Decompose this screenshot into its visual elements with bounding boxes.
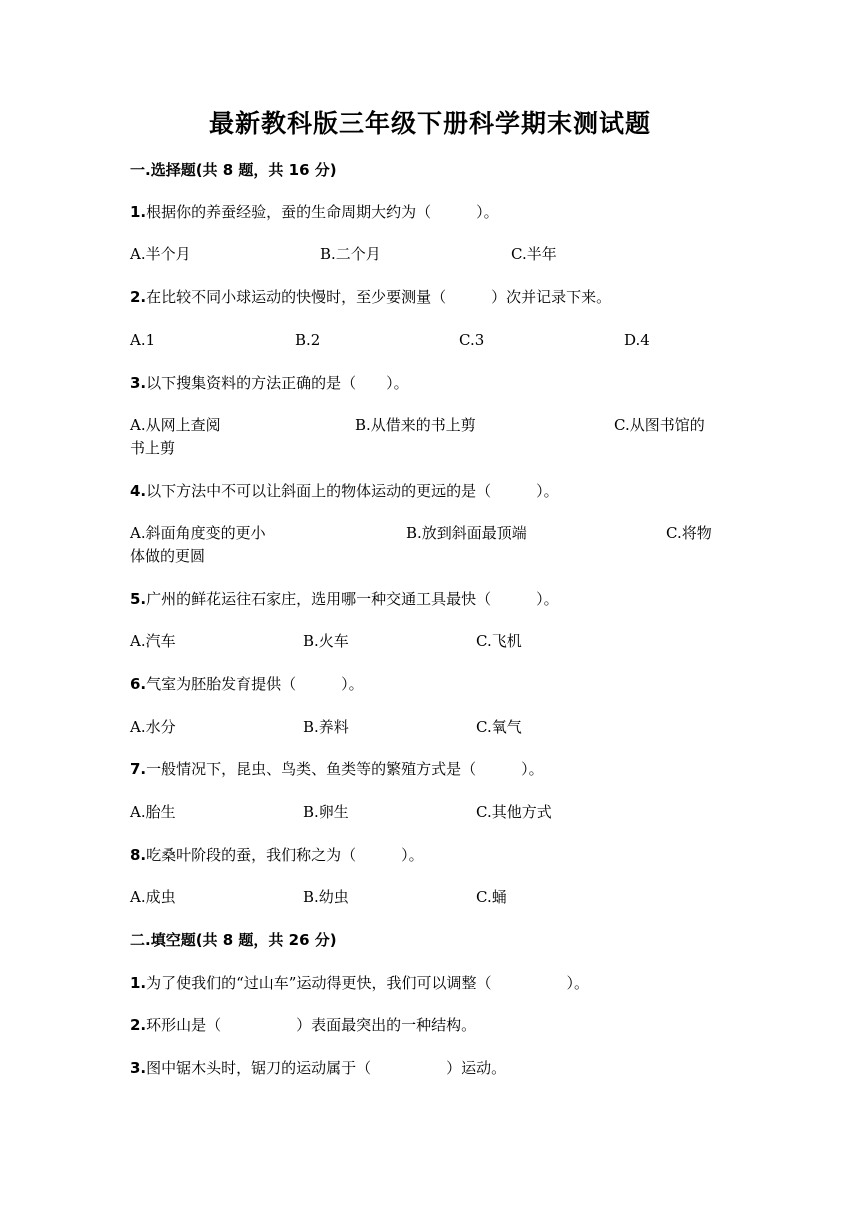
fill-question-1 bbox=[130, 972, 730, 994]
section-heading-choice: 一.选择题(共 8 题，共 16 分) bbox=[130, 161, 337, 179]
question-4 bbox=[130, 480, 730, 502]
question-number: 3. bbox=[130, 374, 147, 392]
question-number: 1. bbox=[130, 974, 147, 992]
question-text: 以下搜集资料的方法正确的是（ ）。 bbox=[146, 374, 409, 392]
question-number: 1. bbox=[130, 203, 147, 221]
section-heading-fill-blank: 二.填空题(共 8 题，共 26 分) bbox=[130, 931, 337, 949]
question-text: 图中锯木头时，锯刀的运动属于（ ）运动。 bbox=[146, 1059, 507, 1077]
question-number: 6. bbox=[130, 675, 147, 693]
option-a: A.水分 bbox=[130, 718, 176, 736]
option-c: C.从图书馆的 bbox=[614, 416, 705, 434]
question-7 bbox=[130, 758, 730, 780]
question-8 bbox=[130, 844, 730, 866]
fill-question-3 bbox=[130, 1057, 730, 1079]
option-b: B.从借来的书上剪 bbox=[355, 416, 476, 434]
option-a: A.斜面角度变的更小 bbox=[130, 524, 266, 542]
option-b: B.二个月 bbox=[320, 245, 381, 263]
option-c: C.其他方式 bbox=[476, 803, 552, 821]
question-text: 在比较不同小球运动的快慢时，至少要测量（ ）次并记录下来。 bbox=[146, 288, 612, 306]
question-text: 气室为胚胎发育提供（ ）。 bbox=[146, 675, 364, 693]
question-3 bbox=[130, 372, 730, 394]
option-a: A.1 bbox=[130, 331, 156, 349]
question-number: 2. bbox=[130, 1016, 147, 1034]
question-2 bbox=[130, 286, 730, 308]
option-b: B.卵生 bbox=[303, 803, 349, 821]
option-b: B.幼虫 bbox=[303, 888, 349, 906]
question-text: 环形山是（ ）表面最突出的一种结构。 bbox=[146, 1016, 477, 1034]
question-1 bbox=[130, 201, 730, 223]
fill-question-2 bbox=[130, 1014, 730, 1036]
question-text: 以下方法中不可以让斜面上的物体运动的更远的是（ ）。 bbox=[146, 482, 559, 500]
option-b: B.火车 bbox=[303, 632, 349, 650]
option-b: B.2 bbox=[295, 331, 321, 349]
option-a: A.胎生 bbox=[130, 803, 176, 821]
question-text: 为了使我们的“过山车”运动得更快，我们可以调整（ ）。 bbox=[146, 974, 589, 992]
question-number: 4. bbox=[130, 482, 147, 500]
option-c: C.半年 bbox=[511, 245, 557, 263]
option-a: A.汽车 bbox=[130, 632, 176, 650]
page-title: 最新教科版三年级下册科学期末测试题 bbox=[208, 109, 651, 138]
question-6 bbox=[130, 673, 730, 695]
question-number: 7. bbox=[130, 760, 147, 778]
question-3-option-wrap: 书上剪 bbox=[130, 439, 176, 457]
question-text: 一般情况下，昆虫、鸟类、鱼类等的繁殖方式是（ ）。 bbox=[146, 760, 544, 778]
question-text: 吃桑叶阶段的蚕，我们称之为（ ）。 bbox=[146, 846, 424, 864]
question-text: 广州的鲜花运往石家庄，选用哪一种交通工具最快（ ）。 bbox=[146, 590, 559, 608]
option-c: C.氧气 bbox=[476, 718, 522, 736]
question-5 bbox=[130, 588, 730, 610]
option-a: A.半个月 bbox=[130, 245, 191, 263]
question-4-option-wrap: 体做的更圆 bbox=[130, 547, 206, 565]
question-number: 5. bbox=[130, 590, 147, 608]
option-b: B.养料 bbox=[303, 718, 349, 736]
option-c: C.蛹 bbox=[476, 888, 507, 906]
question-text: 根据你的养蚕经验，蚕的生命周期大约为（ ）。 bbox=[146, 203, 499, 221]
option-c: C.飞机 bbox=[476, 632, 522, 650]
option-a: A.从网上查阅 bbox=[130, 416, 221, 434]
question-number: 8. bbox=[130, 846, 147, 864]
option-c: C.3 bbox=[459, 331, 485, 349]
option-b: B.放到斜面最顶端 bbox=[406, 524, 527, 542]
option-c: C.将物 bbox=[666, 524, 712, 542]
question-number: 2. bbox=[130, 288, 147, 306]
option-a: A.成虫 bbox=[130, 888, 176, 906]
question-number: 3. bbox=[130, 1059, 147, 1077]
option-d: D.4 bbox=[624, 331, 650, 349]
